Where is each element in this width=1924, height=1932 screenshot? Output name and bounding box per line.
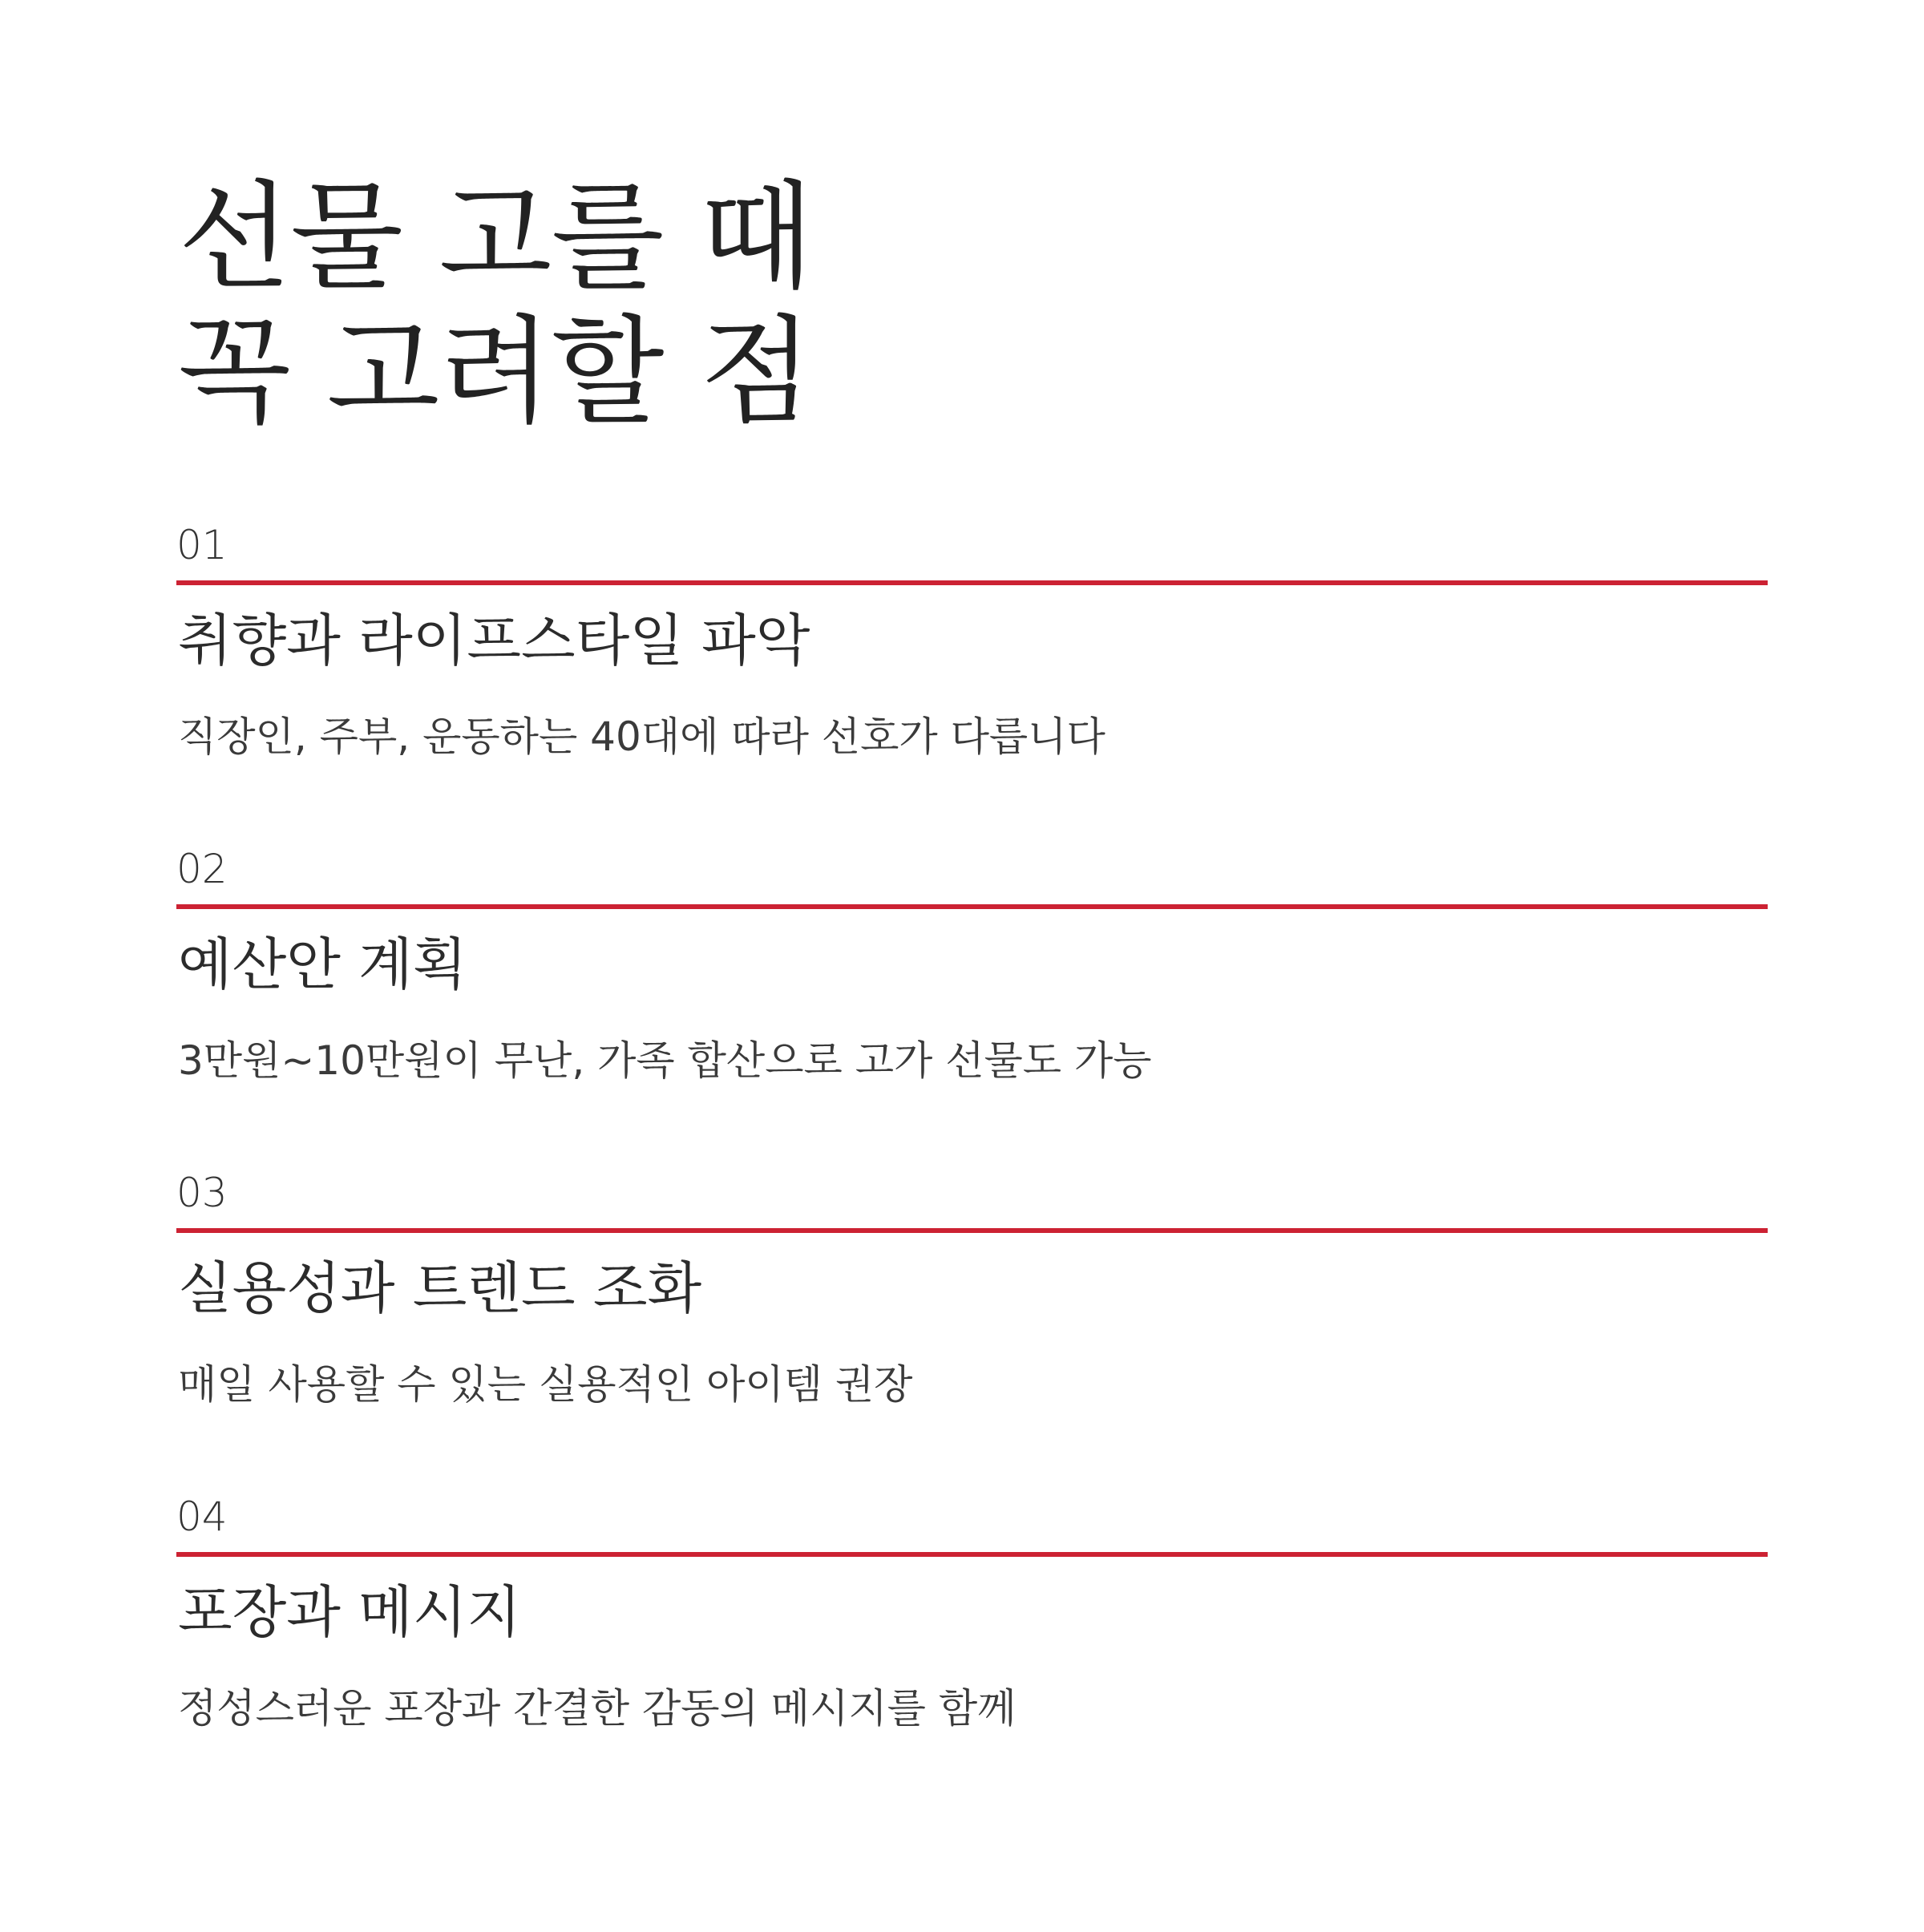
section-divider: [176, 1552, 1768, 1557]
section-description: 정성스러운 포장과 간결한 감동의 메시지를 함께: [178, 1685, 1017, 1732]
section-divider: [176, 904, 1768, 909]
section-divider: [176, 1228, 1768, 1233]
page-title: [178, 170, 812, 439]
section-number: 03: [176, 1170, 228, 1216]
section-heading: 포장과 메시지: [178, 1579, 521, 1645]
section-number: 02: [176, 846, 228, 892]
section-divider: [176, 580, 1768, 585]
section-description: 직장인, 주부, 운동하는 40대에 따라 선호가 다릅니다: [178, 713, 1105, 760]
section-number: 04: [176, 1493, 228, 1540]
page-title-line-2: 꼭 고려할 점: [178, 304, 812, 440]
section-heading: 실용성과 트렌드 조화: [178, 1255, 702, 1321]
section-description: 3만원~10만원이 무난, 가족 합산으로 고가 선물도 가능: [178, 1037, 1152, 1084]
section-heading: 취향과 라이프스타일 파악: [178, 608, 810, 673]
page-title-line-1: 선물 고를 때: [178, 169, 812, 305]
section-number: 01: [176, 522, 228, 568]
section-description: 매일 사용할 수 있는 실용적인 아이템 권장: [178, 1361, 913, 1408]
section-heading: 예산안 계획: [178, 932, 467, 997]
